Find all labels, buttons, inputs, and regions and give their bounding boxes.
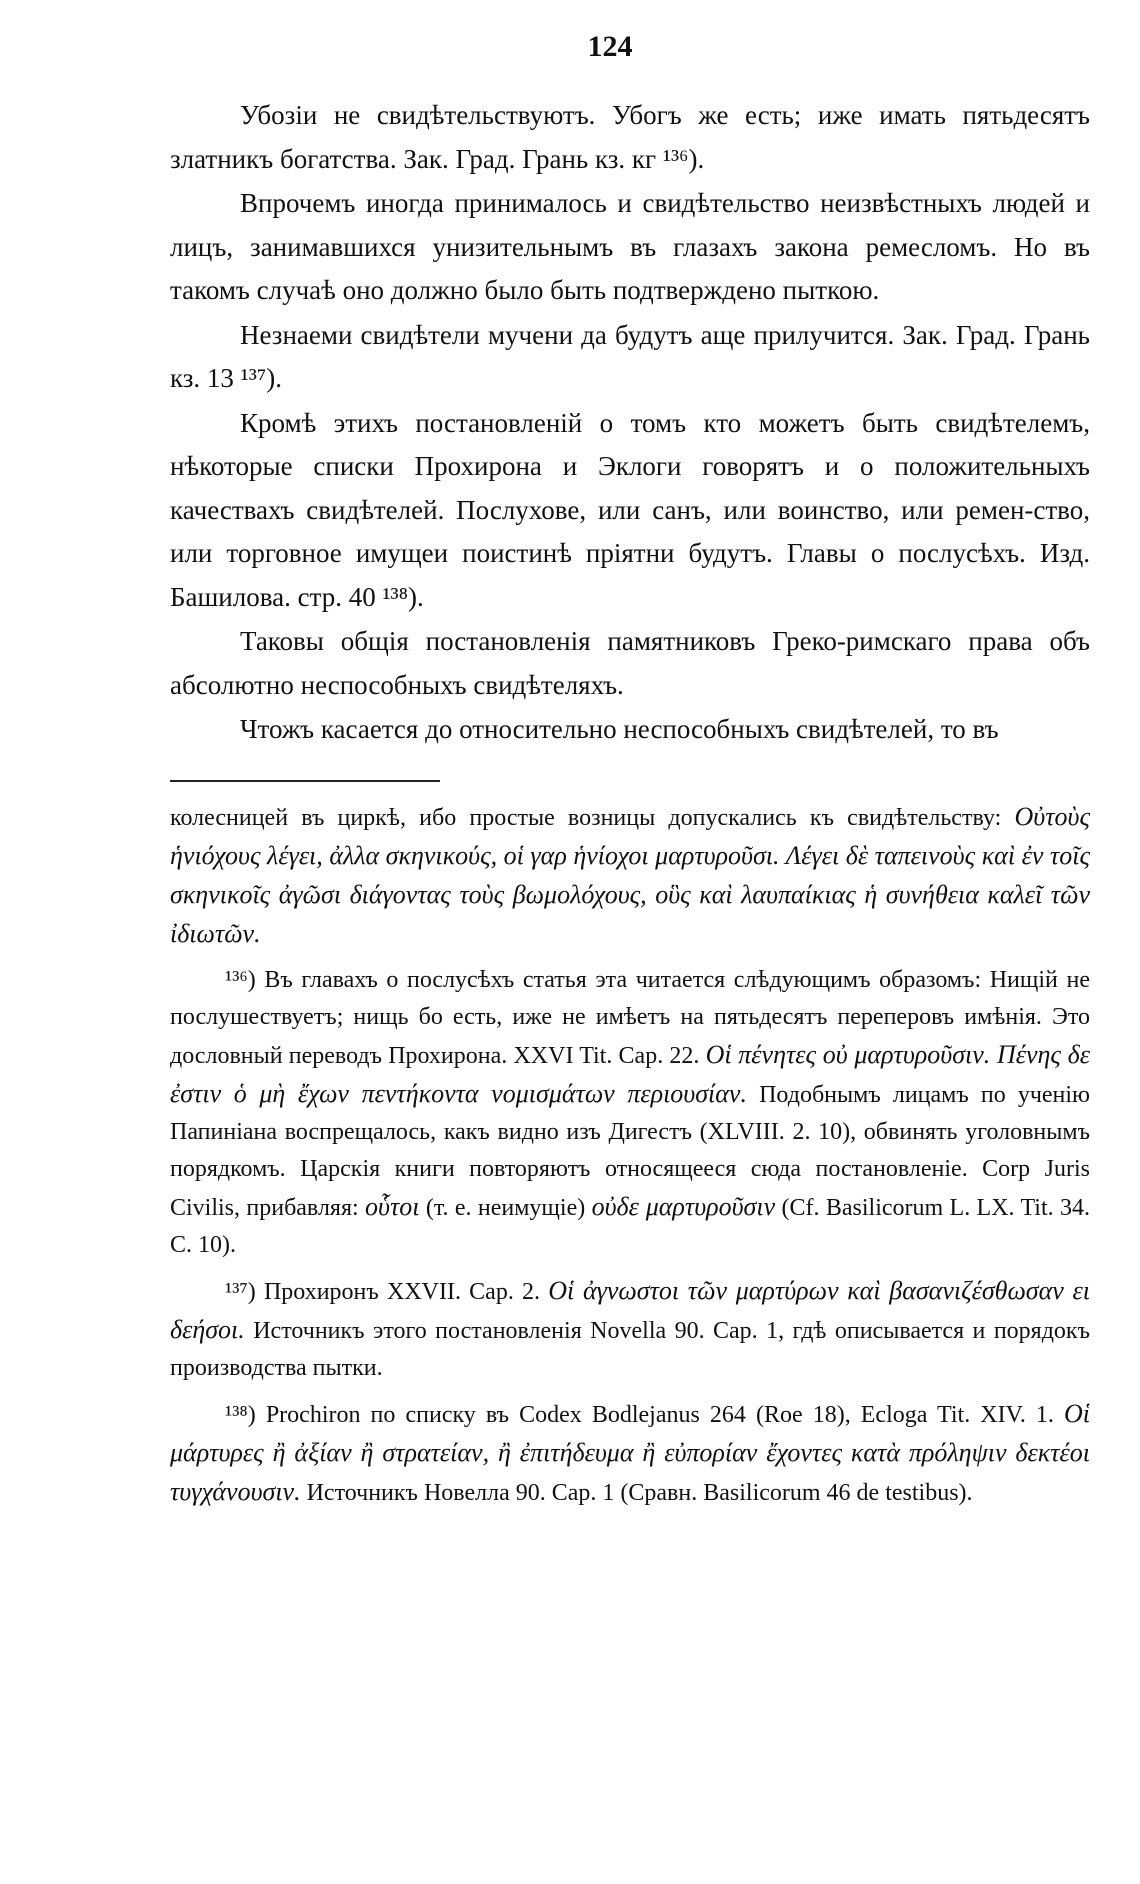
footnote-cont [170,798,1090,954]
footnote-text: (Cf. Basilicorum L. LX. Tit. 34. C. 10). [170,1194,1090,1258]
greek-quote: Οἱ ἀγνωστοι τῶν μαρτύρων καὶ βασανιζέσθωσαν ει δεήσοι. [170,1275,1090,1344]
footnote-text: Источникъ этого постановленія Novella 90. Cap. 1, гдѣ описывается и порядокъ производства пытки. [170,1317,1090,1381]
body-paragraph: Чтожъ касается до относительно неспособныхъ свидѣтелей, то въ [240,714,999,744]
footnote-n138 [170,1395,1090,1512]
greek-quote: οὐδε μαρτυροῦσιν [591,1191,776,1221]
footnote-text: Подобнымъ лицамъ по ученію Папиніана воспрещалось, какъ видно изъ Дигестъ (XLVIII. 2. 10), обвинять уголовнымъ порядкомъ. Царскія книги повторяютъ относящееся сюда постановленіе. Corp Juris Civilis, прибавляя: [170,1081,1090,1221]
greek-quote: Οὐτοὺς ἡνιόχους λέγει, ἀλλα σκηνικούς, οἱ γαρ ἡνίοχοι μαρτυροῦσι. Λέγει δὲ ταπεινοὺς καὶ ἐν τοῖς σκηνικοῖς ἀγῶσι διάγοντας τοὺς βωμολόχους, οὓς καὶ λαυπαίκιας ἡ συνήθεια καλεῖ τῶν ἰδιωτῶν. [170,801,1090,948]
footnote-separator [170,780,440,782]
greek-quote: Οἱ πένητες οὐ μαρτυροῦσιν. Πένης δε ἐστιν ὁ μὴ ἔχων πεντήκοντα νομισμάτων περιουσίαν. [170,1039,1091,1108]
footnote-text: Источникъ Новелла 90. Cap. 1 (Сравн. Basilicorum 46 de testibus). [300,1479,973,1506]
footnote-n136 [170,962,1090,1264]
footnote-n137 [170,1272,1090,1387]
body-paragraph: Впрочемъ иногда принималось и свидѣтельство неизвѣстныхъ людей и лицъ, занимавшихся унизительнымъ въ глазахъ закона ремесломъ. Но въ такомъ случаѣ оно должно было быть подтверждено пыткою. [170,188,1090,305]
footnote-text: ¹³⁶) Въ главахъ о послусѣхъ статья эта читается слѣдующимъ образомъ: Нищій не послушествуетъ; нищь бо есть, иже не имѣетъ на пятьдесятъ переперовъ имѣнія. Это дословный переводъ Прохирона. XXVI Tit. Cap. 22. [170,966,1090,1069]
body-paragraph: Убозіи не свидѣтельствуютъ. Убогъ же есть; иже имать пятьдесятъ златникъ богатства. Зак. Град. Грань кз. кг ¹³⁶). [170,100,1090,174]
main-text [170,94,1090,752]
greek-quote: οὗτοι [365,1191,420,1221]
greek-quote: Οἱ μάρτυρες ἢ ἀξίαν ἢ στρατείαν, ἢ ἐπιτήδευμα ἢ εὐπορίαν ἔχοντες κατὰ πρόληψιν δεκτέοι τυγχάνουσιν. [170,1398,1090,1506]
footnote-text: ¹³⁸) Prochiron по списку въ Codex Bodlejanus 264 (Roe 18), Ecloga Tit. XIV. 1. [225,1401,1064,1428]
body-paragraph: Кромѣ этихъ постановленій о томъ кто можетъ быть свидѣтелемъ, нѣкоторые списки Прохирона и Эклоги говорятъ и о положительныхъ качествахъ свидѣтелей. Послухове, или санъ, или воинство, или ремен-ство, или торговное имущеи поистинѣ пріятни будутъ. Главы о послусѣхъ. Изд. Башилова. стр. 40 ¹³⁸). [170,407,1090,612]
footnote-text: колесницей въ циркѣ, ибо простые возницы допускались къ свидѣтельству: [170,804,1015,831]
body-paragraph: Незнаеми свидѣтели мучени да будутъ аще прилучится. Зак. Град. Грань кз. 13 ¹³⁷). [170,319,1090,393]
footnotes [170,798,1090,1512]
page-number: 124 [587,30,633,63]
body-paragraph: Таковы общія постановленія памятниковъ Греко-римскаго права объ абсолютно неспособныхъ свидѣтеляхъ. [170,626,1090,700]
footnote-text: ¹³⁷) Прохиронъ XXVII. Cap. 2. [225,1278,549,1305]
footnote-text: (т. е. неимущіе) [419,1194,592,1221]
